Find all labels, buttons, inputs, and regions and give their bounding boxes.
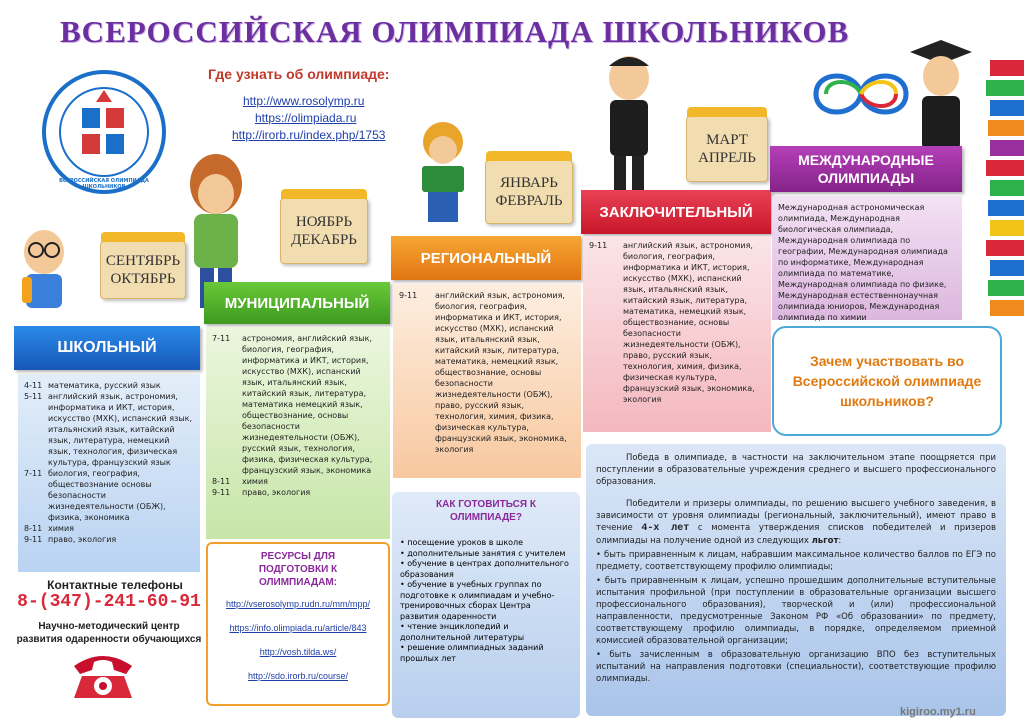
resources-title: РЕСУРСЫ ДЛЯ ПОДГОТОВКИ К ОЛИМПИАДАМ:	[258, 551, 338, 588]
regional-row: 9-11 английский язык, астрономия, биология, география, информатика и ИКТ, история, искусство (МХК), испанский язык, итальянский язык, китайский язык, литература, математика, немецкий язык, обществознание, основы безопасности жизнедеятельности (ОБЖ), право, русский язык, технология, химия, физика, физическая культура, французский язык, экономика, экология	[399, 291, 567, 454]
olympiad-logo	[40, 68, 168, 196]
header-municipal: МУНИЦИПАЛЬНЫЙ	[204, 282, 390, 324]
where-title: Где узнать об олимпиаде:	[208, 66, 390, 82]
month-final-1: МАРТ	[706, 132, 748, 148]
panel-international	[772, 196, 962, 320]
school-row: 7-11 биология, география, обществознание основы безопасности жизнедеятельности (ОБЖ), физика, экономика	[24, 469, 166, 522]
resource-link-sdo[interactable]: http://sdo.irorb.ru/course/	[247, 671, 349, 681]
how-title: КАК ГОТОВИТЬСЯ К ОЛИМПИАДЕ?	[436, 499, 536, 523]
month-final-2: АПРЕЛЬ	[698, 150, 756, 166]
header-regional: РЕГИОНАЛЬНЫЙ	[391, 236, 581, 280]
month-sign-regional	[485, 160, 573, 224]
contacts-org: Научно-методический центр развития одаренности обучающихся	[16, 621, 202, 645]
benefits-box	[586, 444, 1006, 716]
school-row: 9-11 право, экология	[24, 535, 117, 544]
boy-book-illustration	[412, 118, 474, 236]
header-international: МЕЖДУНАРОДНЫЕ ОЛИМПИАДЫ	[770, 146, 962, 192]
link-rosolymp[interactable]: http://www.rosolymp.ru	[243, 94, 365, 108]
benefits-item: • быть зачисленным в образовательную организацию ВПО без вступительных испытаний на направления подготовки (специальности), соответствующие профилю олимпиады.	[596, 650, 996, 684]
panel-school	[18, 374, 200, 572]
resource-link-tilda[interactable]: http://vosh.tilda.ws/	[259, 647, 337, 657]
month-sign-school	[100, 241, 186, 299]
international-text: Международная астрономическая олимпиада, Международная биологическая олимпиада, Международная олимпиада по географии, Международная олимпиада по информатике, Международная олимпиада по математике, Международная олимпиада по физике, Международная естественнонаучная олимпиада юниоров, Международная олимпиада по химии	[778, 203, 948, 322]
watermark: kigiroo.my1.ru	[900, 706, 976, 718]
panel-municipal	[206, 327, 390, 539]
panel-regional	[393, 284, 581, 478]
header-final: ЗАКЛЮЧИТЕЛЬНЫЙ	[581, 190, 771, 234]
how-item: • решение олимпиадных заданий прошлых лет	[400, 643, 544, 663]
month-sign-final	[686, 116, 768, 182]
contacts-title: Контактные телефоны	[47, 578, 183, 592]
how-box	[392, 492, 580, 718]
month-school-1: СЕНТЯБРЬ	[105, 253, 181, 269]
why-box	[772, 326, 1002, 436]
professor-illustration	[596, 52, 662, 198]
why-question: Зачем участвовать во Всероссийской олимпиаде школьников?	[792, 353, 982, 409]
month-regional-1: ЯНВАРЬ	[500, 175, 558, 191]
header-school: ШКОЛЬНЫЙ	[14, 326, 200, 370]
logo-caption: ВСЕРОССИЙСКАЯ ОЛИМПИАДА ШКОЛЬНИКОВ	[59, 178, 149, 190]
month-school-2: ОКТЯБРЬ	[110, 271, 176, 287]
final-row: 9-11 английский язык, астрономия, биология, география, информатика и ИКТ, история, искусство (МХК), испанский язык, итальянский язык, китайский язык, литература, математика, немецкий язык, обществознание, основы безопасности жизнедеятельности (ОБЖ), право, русский язык, технология, химия, физика, физическая культура, французский язык, экономика, экология	[589, 241, 755, 404]
month-municipal-2: ДЕКАБРЬ	[291, 232, 357, 248]
how-item: • обучение в учебных группах по подготовке к олимпиадам и учебно-тренировочных сборах Центра развития одаренности	[400, 580, 555, 621]
panel-final	[583, 236, 771, 432]
resource-link-rudn[interactable]: http://vserosolymp.rudn.ru/mm/mpp/	[225, 599, 371, 609]
how-item: • посещение уроков в школе	[400, 538, 524, 547]
benefits-paragraph-1: Победа в олимпиаде, в частности на заключительном этапе поощряется при поступлении в образовательные учреждения среднего и высшего профессионального образования.	[596, 453, 996, 487]
link-olimpiada[interactable]: https://olimpiada.ru	[255, 111, 357, 125]
benefits-item: • быть приравненным к лицам, набравшим максимальное количество баллов по ЕГЭ по предмету, соответствующему профилю олимпиады;	[596, 550, 996, 572]
month-municipal-1: НОЯБРЬ	[295, 214, 353, 230]
benefits-paragraph-2: Победители и призеры олимпиады, по решению высшего учебного заведения, в зависимости от уровня олимпиады (региональный, заключительный), имеют право в течение 4-х лет с момента утверждения списков победителей и призеров олимпиады на получение одной из следующих льгот:	[596, 499, 997, 546]
school-row: 5-11 английский язык, астрономия, информатика и ИКТ, история, искусство (МХК), испанский язык, итальянский язык, китайский язык, литература, немецкий язык, технология, физическая культура, французский язык	[24, 392, 193, 467]
municipal-row: 7-11 астрономия, английский язык, биология, география, информатика и ИКТ, история, искусство (МХК), испанский язык, итальянский язык, китайский язык, литература, математика немецкий язык, обществознание, основы безопасности жизнедеятельности (ОБЖ), русский язык, технология, физика, физическая культура, французский язык, экономика	[212, 334, 373, 475]
month-sign-municipal	[280, 198, 368, 264]
benefits-item: • быть приравненным к лицам, успешно прошедшим дополнительные вступительные испытания профильной (при поступлении в образовательные организации высшего профессионального образования), творческой и (или) профессиональной направленности, предусмотренные Законом РФ «Об образовании» по предмету, соответствующему профилю олимпиады, в порядке, определяемом приемной комиссией образовательной организации;	[596, 576, 996, 646]
olympiad-infinity-logo	[806, 62, 916, 126]
how-item: • чтение энциклопедий и дополнительной литературы	[400, 622, 525, 642]
month-regional-2: ФЕВРАЛЬ	[495, 193, 563, 209]
page-title: ВСЕРОССИЙСКАЯ ОЛИМПИАДА ШКОЛЬНИКОВ	[60, 14, 850, 49]
how-item: • обучение в центрах дополнительного образования	[400, 559, 569, 579]
school-row: 4-11 математика, русский язык	[24, 381, 161, 390]
link-irorb[interactable]: http://irorb.ru/index.php/1753	[232, 128, 386, 142]
school-row: 8-11 химия	[24, 524, 74, 533]
municipal-row: 8-11 химия	[212, 477, 268, 486]
how-item: • дополнительные занятия с учителем	[400, 548, 566, 558]
books-stack-illustration	[986, 50, 1024, 326]
contacts-phone[interactable]: 8-(347)-241-60-91	[17, 592, 201, 612]
telephone-icon	[68, 648, 138, 702]
resources-box	[206, 542, 390, 706]
resource-link-olimpiada[interactable]: https://info.olimpiada.ru/article/843	[229, 623, 367, 633]
boy-glasses-illustration	[14, 222, 74, 318]
municipal-row: 9-11 право, экология	[212, 488, 311, 497]
